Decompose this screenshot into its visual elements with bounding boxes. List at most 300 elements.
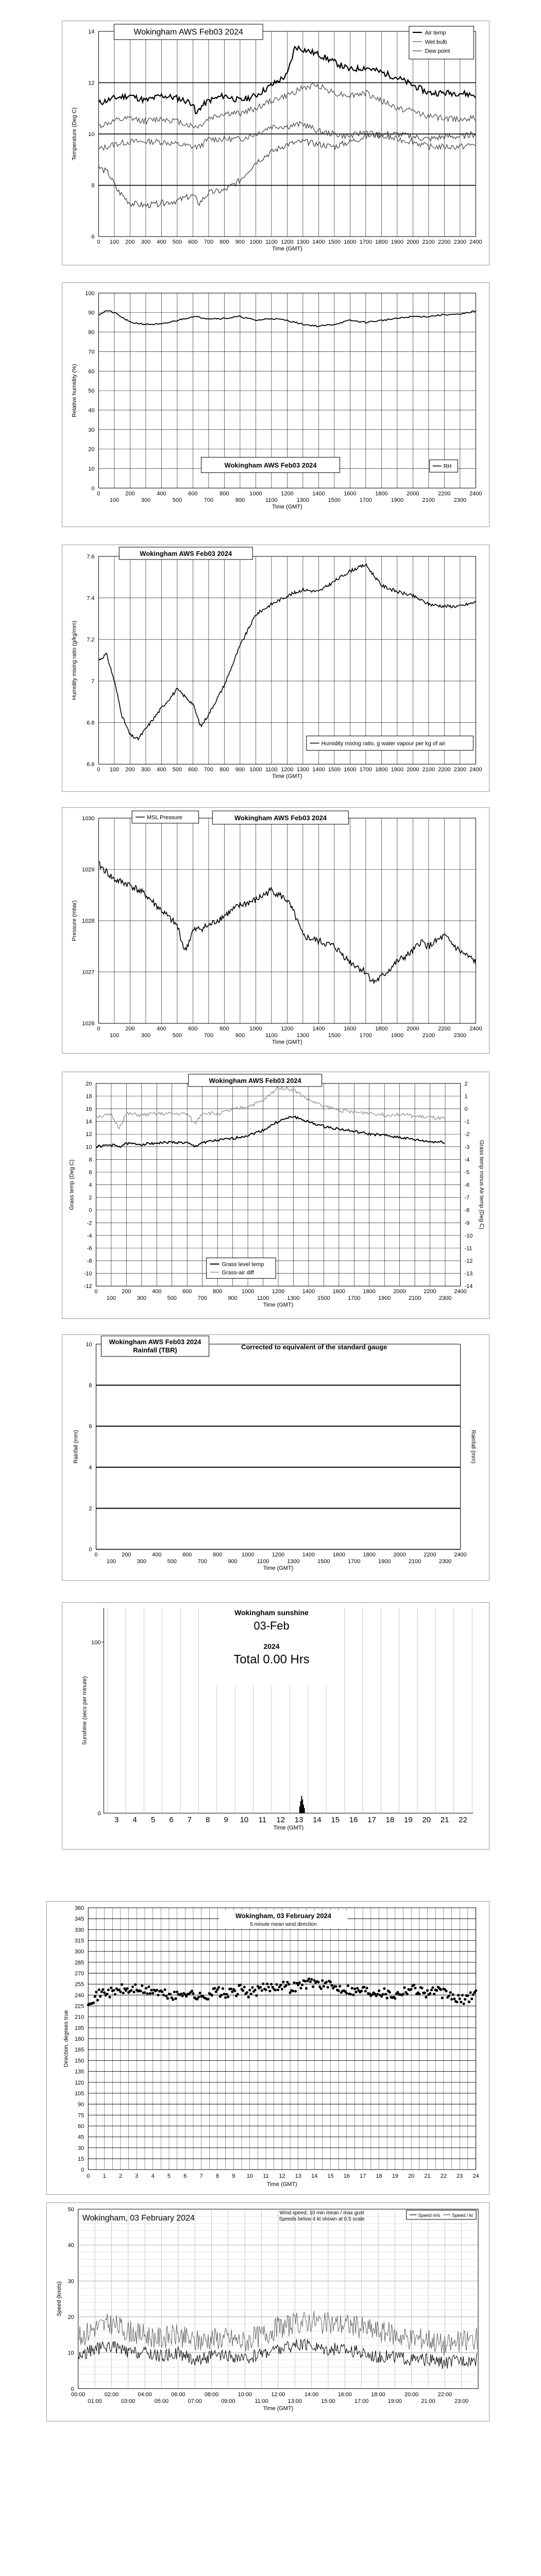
x-tick-label: 1200 <box>272 1552 285 1558</box>
direction-point <box>294 1990 297 1992</box>
x-tick-label: 1700 <box>359 497 373 504</box>
direction-point <box>99 1995 102 1997</box>
direction-point <box>267 1986 270 1988</box>
y-right-tick-label: -3 <box>464 1144 470 1150</box>
x-tick-label: 200 <box>125 490 135 497</box>
sunshine-bar <box>299 1806 300 1813</box>
x-tick-label: 15:00 <box>321 2398 335 2405</box>
direction-point <box>360 1990 363 1992</box>
x-tick-label: 00:00 <box>71 2392 86 2398</box>
x-tick-label: 14 <box>313 1816 322 1825</box>
x-tick-label: 1 <box>103 2173 106 2180</box>
y-axis-label: Relative humidity (%) <box>71 364 78 417</box>
direction-point <box>169 1993 172 1995</box>
x-tick-label: 1600 <box>344 767 357 773</box>
direction-point <box>382 1993 384 1995</box>
x-tick-label: 700 <box>204 239 214 246</box>
direction-point <box>98 1989 100 1991</box>
y-tick-label: 2 <box>89 1505 92 1512</box>
x-tick-label: 2400 <box>469 239 482 246</box>
x-tick-label: 100 <box>109 1032 120 1039</box>
direction-point <box>103 1991 106 1994</box>
y-tick-label: -8 <box>87 1258 92 1265</box>
x-tick-label: 2200 <box>438 239 451 246</box>
x-tick-label: 2000 <box>393 1289 406 1295</box>
x-tick-label: 1200 <box>281 490 294 497</box>
x-tick-label: 1900 <box>391 497 404 504</box>
x-tick-label: 200 <box>122 1289 131 1295</box>
chart-title: Wokingham, 03 February 2024 <box>82 2213 195 2223</box>
legend-label: Speed / kt <box>452 2212 473 2218</box>
chart-title: Wokingham, 03 February 2024 <box>235 1911 331 1920</box>
x-tick-label: 3 <box>114 1816 119 1825</box>
x-tick-label: 1300 <box>296 1032 310 1039</box>
direction-point <box>222 1987 224 1990</box>
x-tick-label: 800 <box>213 1552 223 1558</box>
direction-point <box>388 1991 391 1993</box>
y-right-tick-label: 0 <box>464 1106 468 1113</box>
direction-point <box>147 1986 150 1988</box>
x-tick-label: 9 <box>224 1816 228 1825</box>
y-tick-label: 150 <box>74 2058 84 2064</box>
direction-point <box>327 1986 329 1989</box>
y-right-tick-label: -11 <box>464 1245 472 1252</box>
y-right-tick-label: -9 <box>464 1220 470 1227</box>
y-tick-label: 255 <box>74 1981 84 1988</box>
x-tick-label: 22 <box>440 2173 447 2180</box>
x-tick-label: 600 <box>182 1289 192 1295</box>
direction-point <box>448 1994 450 1997</box>
x-tick-label: 1400 <box>312 239 325 246</box>
x-tick-label: 08:00 <box>204 2392 219 2398</box>
x-tick-label: 2200 <box>438 767 451 773</box>
direction-point <box>402 1993 404 1995</box>
direction-point <box>445 1990 447 1992</box>
direction-point <box>143 1991 146 1994</box>
direction-point <box>165 1995 167 1997</box>
direction-point <box>288 1983 290 1986</box>
chart-note: Corrected to equivalent of the standard gauge <box>241 1343 387 1351</box>
y-tick-label: 10 <box>67 2350 74 2357</box>
x-tick-label: 1800 <box>375 239 388 246</box>
direction-point <box>425 1996 427 1998</box>
temperature-chart <box>62 21 489 265</box>
y-tick-label: 360 <box>74 1905 84 1911</box>
y-axis-label: Direction, degrees true <box>63 2010 70 2067</box>
direction-point <box>275 1983 278 1986</box>
x-tick-label: 600 <box>188 767 198 773</box>
y-tick-label: 14 <box>88 28 95 35</box>
direction-point <box>227 1995 229 1998</box>
x-tick-label: 0 <box>94 1289 98 1295</box>
grass-temp-chart <box>62 1072 489 1318</box>
direction-point <box>460 2001 462 2003</box>
x-tick-label: 2200 <box>424 1552 436 1558</box>
chart-date: 03-Feb <box>253 1619 290 1632</box>
x-tick-label: 500 <box>172 239 182 246</box>
x-tick-label: 1100 <box>257 1558 269 1565</box>
chart-subtitle: Rainfall (TBR) <box>133 1346 177 1354</box>
x-tick-label: 1600 <box>332 1289 345 1295</box>
x-tick-label: 1500 <box>317 1558 330 1565</box>
x-tick-label: 2100 <box>422 767 435 773</box>
direction-point <box>100 1990 103 1993</box>
wind-direction-chart <box>47 1902 489 2194</box>
x-tick-label: 0 <box>87 2173 90 2180</box>
direction-point <box>413 1984 415 1986</box>
x-tick-label: 1000 <box>249 1026 262 1032</box>
direction-point <box>337 1989 340 1992</box>
direction-point <box>107 1989 110 1991</box>
y-tick-label: 8 <box>89 1157 92 1163</box>
direction-point <box>378 1989 380 1992</box>
direction-point <box>289 1991 291 1994</box>
x-tick-label: 4 <box>151 2173 155 2180</box>
direction-point <box>131 1986 134 1988</box>
x-tick-label: 0 <box>97 767 100 773</box>
x-tick-label: 700 <box>204 497 214 504</box>
x-tick-label: 300 <box>137 1558 146 1565</box>
y-right-tick-label: 2 <box>464 1080 468 1087</box>
x-tick-label: 1400 <box>312 1026 325 1032</box>
x-tick-label: 1500 <box>328 239 341 246</box>
x-tick-label: 1200 <box>281 1026 294 1032</box>
direction-point <box>243 1986 246 1988</box>
x-tick-label: 700 <box>204 767 214 773</box>
x-tick-label: 1300 <box>296 239 310 246</box>
y-tick-label: 165 <box>74 2047 84 2054</box>
y-tick-label: 285 <box>74 1959 84 1966</box>
x-tick-label: 6 <box>183 2173 187 2180</box>
sunshine-bar <box>302 1800 303 1814</box>
x-tick-label: 600 <box>188 239 198 246</box>
direction-point <box>281 1988 283 1990</box>
chart-subtitle: 5 minute mean wind direction <box>250 1921 317 1927</box>
x-tick-label: 5 <box>167 2173 171 2180</box>
y-right-tick-label: -4 <box>464 1157 470 1163</box>
direction-point <box>223 1993 226 1995</box>
x-tick-label: 900 <box>235 239 245 246</box>
x-tick-label: 02:00 <box>104 2392 119 2398</box>
x-tick-label: 2400 <box>469 490 482 497</box>
direction-point <box>268 1990 271 1992</box>
x-tick-label: 1700 <box>359 239 373 246</box>
x-tick-label: 1500 <box>328 1032 341 1039</box>
direction-point <box>376 1993 379 1995</box>
x-tick-label: 1900 <box>391 1032 404 1039</box>
direction-point <box>95 1991 97 1993</box>
x-axis-label: Time (GMT) <box>263 2405 294 2412</box>
chart-title: Wokingham AWS Feb03 2024 <box>234 814 327 822</box>
x-tick-label: 600 <box>188 1026 198 1032</box>
x-axis-label: Time (GMT) <box>272 504 302 511</box>
y-tick-label: 20 <box>86 1080 92 1087</box>
x-axis-label: Time (GMT) <box>263 1565 294 1572</box>
direction-point <box>211 1994 213 1996</box>
y-tick-label: 30 <box>78 2145 84 2151</box>
plot-area <box>96 1344 460 1549</box>
x-tick-label: 700 <box>204 1032 214 1039</box>
y-tick-label: 0 <box>89 1207 92 1214</box>
x-tick-label: 1300 <box>296 767 310 773</box>
y-right-tick-label: -8 <box>464 1207 470 1214</box>
x-tick-label: 200 <box>122 1552 131 1558</box>
y-tick-label: 12 <box>88 80 95 87</box>
x-tick-label: 200 <box>125 239 135 246</box>
y-tick-label: -10 <box>83 1270 92 1277</box>
x-tick-label: 10 <box>240 1816 249 1825</box>
y-tick-label: 6 <box>89 1423 92 1430</box>
x-tick-label: 18 <box>376 2173 382 2180</box>
x-tick-label: 5 <box>150 1816 156 1825</box>
direction-point <box>92 2002 95 2004</box>
x-tick-label: 400 <box>157 490 166 497</box>
x-tick-label: 16:00 <box>337 2392 352 2398</box>
direction-point <box>255 1994 258 1997</box>
x-tick-label: 18 <box>385 1816 395 1825</box>
x-tick-label: 400 <box>152 1289 162 1295</box>
sunshine-chart <box>62 1603 489 1849</box>
x-tick-label: 1900 <box>378 1558 391 1565</box>
direction-point <box>452 1993 454 1996</box>
direction-point <box>305 1987 308 1990</box>
x-tick-label: 13 <box>295 2173 301 2180</box>
y-tick-label: 30 <box>67 2278 74 2285</box>
rainfall-chart <box>62 1335 489 1580</box>
x-tick-label: 1300 <box>287 1295 300 1302</box>
x-tick-label: 800 <box>219 767 229 773</box>
direction-point <box>439 1988 442 1991</box>
x-axis-label: Time (GMT) <box>273 1825 304 1832</box>
x-tick-label: 900 <box>228 1295 238 1302</box>
y-tick-label: 1028 <box>82 918 95 925</box>
direction-point <box>468 2001 470 2003</box>
y-tick-label: 18 <box>86 1093 92 1100</box>
direction-point <box>149 1992 151 1995</box>
x-tick-label: 2100 <box>422 239 435 246</box>
direction-point <box>426 1989 429 1992</box>
x-tick-label: 2000 <box>407 490 419 497</box>
direction-point <box>213 1987 216 1990</box>
direction-point <box>353 1988 356 1990</box>
x-tick-label: 15 <box>331 1816 340 1825</box>
direction-point <box>233 1989 236 1992</box>
x-tick-label: 400 <box>152 1552 162 1558</box>
y-tick-label: 315 <box>74 1938 84 1944</box>
y-tick-label: 75 <box>78 2112 84 2119</box>
direction-point <box>466 1994 469 1997</box>
x-tick-label: 1500 <box>317 1295 330 1302</box>
x-tick-label: 700 <box>197 1295 207 1302</box>
direction-point <box>356 1987 359 1990</box>
direction-point <box>325 1981 328 1984</box>
x-tick-label: 500 <box>172 767 182 773</box>
legend-label: Air temp <box>425 29 446 36</box>
direction-point <box>217 1986 220 1989</box>
direction-point <box>301 1984 303 1986</box>
x-tick-label: 2000 <box>407 239 419 246</box>
direction-point <box>469 1991 472 1994</box>
direction-point <box>161 1990 163 1993</box>
direction-point <box>450 1998 453 2001</box>
direction-point <box>292 1990 294 1992</box>
direction-point <box>435 1989 438 1992</box>
x-tick-label: 300 <box>141 767 151 773</box>
x-tick-label: 17 <box>360 2173 366 2180</box>
x-tick-label: 500 <box>172 1032 182 1039</box>
y-tick-label: 6.8 <box>87 720 95 726</box>
direction-point <box>414 1987 416 1989</box>
y-tick-label: -12 <box>83 1283 92 1290</box>
x-tick-label: 100 <box>109 239 120 246</box>
x-tick-label: 22:00 <box>437 2392 452 2398</box>
direction-point <box>418 1993 420 1995</box>
x-tick-label: 14 <box>311 2173 318 2180</box>
y-right-tick-label: -5 <box>464 1169 470 1176</box>
direction-point <box>230 1988 232 1990</box>
x-tick-label: 23 <box>457 2173 463 2180</box>
direction-point <box>406 1993 409 1995</box>
wind-direction-chart-panel <box>46 1901 489 2195</box>
x-tick-label: 09:00 <box>221 2398 235 2405</box>
y-tick-label: 7 <box>91 678 95 685</box>
sunshine-chart-panel <box>62 1602 489 1850</box>
direction-point <box>254 1989 257 1991</box>
y-right-tick-label: -1 <box>464 1118 470 1125</box>
y-tick-label: 15 <box>78 2156 84 2162</box>
y-tick-label: 180 <box>74 2036 84 2043</box>
x-tick-label: 2200 <box>424 1289 436 1295</box>
direction-point <box>250 1993 252 1995</box>
grass-temp-chart-panel <box>62 1072 489 1319</box>
x-tick-label: 500 <box>172 497 182 504</box>
direction-point <box>108 1996 111 1998</box>
y-tick-label: 80 <box>88 329 95 336</box>
x-tick-label: 1600 <box>332 1552 345 1558</box>
y-tick-label: 7.4 <box>87 595 95 602</box>
y-tick-label: 1030 <box>82 815 95 822</box>
x-tick-label: 2400 <box>469 1026 482 1032</box>
x-tick-label: 2 <box>119 2173 122 2180</box>
x-tick-label: 16 <box>349 1816 358 1825</box>
direction-point <box>274 1989 277 1991</box>
wind-speed-chart-panel <box>46 2202 489 2421</box>
y-tick-label: 20 <box>88 446 95 453</box>
x-tick-label: 800 <box>213 1289 223 1295</box>
direction-point <box>145 1987 147 1990</box>
direction-point <box>339 1985 341 1988</box>
x-tick-label: 1800 <box>375 1026 388 1032</box>
x-tick-label: 2200 <box>438 490 451 497</box>
y-tick-label: 90 <box>88 310 95 316</box>
y-right-tick-label: -12 <box>464 1258 473 1265</box>
direction-point <box>293 1981 295 1984</box>
x-tick-label: 1100 <box>265 767 278 773</box>
x-tick-label: 21 <box>440 1816 449 1825</box>
direction-point <box>121 1983 123 1986</box>
x-tick-label: 500 <box>167 1295 177 1302</box>
direction-point <box>449 1991 451 1994</box>
y-tick-label: 135 <box>74 2069 84 2075</box>
direction-point <box>420 1987 423 1989</box>
direction-point <box>164 1988 166 1991</box>
y-tick-label: 10 <box>88 466 95 472</box>
direction-point <box>264 1989 267 1991</box>
y-tick-label: 12 <box>86 1131 92 1138</box>
direction-point <box>266 1982 268 1985</box>
x-tick-label: 200 <box>125 1026 135 1032</box>
direction-point <box>173 1991 176 1993</box>
direction-point <box>441 1996 444 1999</box>
x-tick-label: 2300 <box>453 239 467 246</box>
direction-point <box>198 1992 201 1994</box>
mixing-ratio-chart-panel <box>62 545 489 792</box>
legend-label: Humidity mixing ratio, g water vapour per kg of air <box>321 740 446 747</box>
y-right-tick-label: -14 <box>464 1283 473 1290</box>
direction-point <box>157 1994 159 1996</box>
x-tick-label: 20 <box>422 1816 431 1825</box>
direction-point <box>461 1994 464 1996</box>
direction-point <box>410 1988 413 1991</box>
y-axis-label: Speed (knots) <box>56 2281 62 2317</box>
sunshine-bar <box>304 1808 305 1813</box>
direction-point <box>363 1986 365 1988</box>
direction-point <box>246 1991 248 1994</box>
y-right-tick-label: -13 <box>464 1270 473 1277</box>
direction-point <box>310 1978 313 1980</box>
chart-total: Total 0.00 Hrs <box>233 1652 310 1667</box>
x-tick-label: 900 <box>235 497 245 504</box>
x-tick-label: 0 <box>97 1026 100 1032</box>
x-tick-label: 200 <box>125 767 135 773</box>
x-tick-label: 400 <box>157 1026 166 1032</box>
x-axis-label: Time (GMT) <box>272 1039 302 1046</box>
y-tick-label: 60 <box>88 368 95 375</box>
direction-point <box>453 1997 455 2000</box>
direction-point <box>351 1987 353 1989</box>
direction-point <box>321 1979 324 1982</box>
x-tick-label: 6 <box>169 1816 174 1825</box>
y-axis-label: Humidity mixing ratio (g/kg/mm) <box>71 620 78 700</box>
direction-point <box>384 1993 387 1995</box>
y-tick-label: 105 <box>74 2090 84 2097</box>
y-tick-label: -4 <box>87 1232 92 1239</box>
y-tick-label: 330 <box>74 1927 84 1934</box>
y-right-tick-label: 1 <box>464 1093 468 1100</box>
mixing-ratio-chart <box>62 545 489 791</box>
x-tick-label: 1800 <box>363 1552 376 1558</box>
x-tick-label: 15 <box>327 2173 334 2180</box>
x-tick-label: 8 <box>206 1816 210 1825</box>
y-tick-label: 7.6 <box>87 553 95 560</box>
x-tick-label: 1200 <box>281 767 294 773</box>
x-tick-label: 1200 <box>272 1289 285 1295</box>
humidity-chart-panel <box>62 282 489 527</box>
direction-point <box>429 1992 431 1995</box>
x-tick-label: 1000 <box>249 239 262 246</box>
x-tick-label: 1300 <box>296 497 310 504</box>
y-tick-label: 50 <box>67 2206 74 2213</box>
y-tick-label: 225 <box>74 2003 84 2010</box>
x-tick-label: 7 <box>187 1816 192 1825</box>
x-tick-label: 17 <box>367 1816 376 1825</box>
x-tick-label: 1000 <box>249 767 262 773</box>
x-tick-label: 10 <box>246 2173 253 2180</box>
direction-point <box>207 1998 209 2001</box>
direction-point <box>166 1997 169 1999</box>
y-tick-label: 30 <box>88 427 95 433</box>
direction-point <box>424 1991 426 1994</box>
